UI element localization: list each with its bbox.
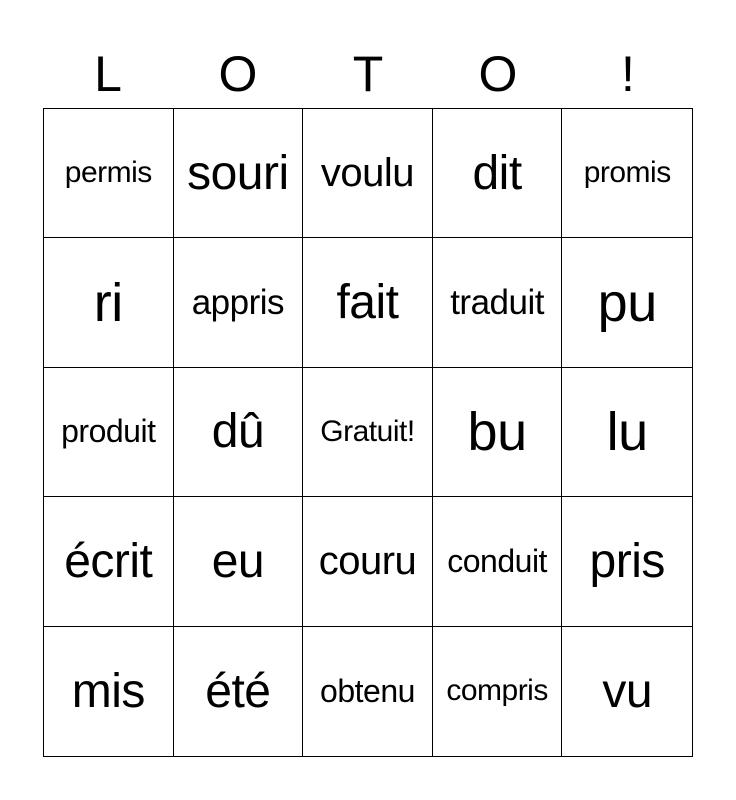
header-letter: L <box>94 46 122 102</box>
board-cell[interactable]: souri <box>174 109 304 238</box>
board-cell[interactable]: fait <box>303 238 433 367</box>
board-cell[interactable]: vu <box>602 664 653 718</box>
board-cell[interactable]: mis <box>44 627 174 756</box>
header-letter: O <box>218 46 258 102</box>
board-cell[interactable]: conduit <box>433 497 563 626</box>
board-cell[interactable]: voulu <box>303 109 433 238</box>
board-cell[interactable]: couru <box>303 497 433 626</box>
board-cell[interactable]: lu <box>562 368 692 497</box>
board-cell[interactable]: produit <box>44 368 174 497</box>
board-cell[interactable]: compris <box>433 627 563 756</box>
board-cell[interactable]: traduit <box>433 238 563 367</box>
board-cell[interactable]: eu <box>174 497 304 626</box>
board-cell[interactable]: pris <box>562 497 692 626</box>
board-cell[interactable]: appris <box>174 238 304 367</box>
board-cell[interactable]: dû <box>174 368 304 497</box>
board-cell[interactable]: dit <box>433 109 563 238</box>
board-cell[interactable]: été <box>174 627 304 756</box>
free-cell[interactable]: Gratuit! <box>303 368 433 497</box>
loto-board <box>43 108 693 757</box>
board-cell[interactable]: ri <box>44 238 174 367</box>
header-letter: ! <box>621 46 635 102</box>
board-cell[interactable]: pu <box>562 238 692 367</box>
loto-header <box>43 40 693 108</box>
board-cell[interactable]: bu <box>433 368 563 497</box>
header-letter: T <box>352 46 384 102</box>
board-cell[interactable]: promis <box>562 109 692 238</box>
board-cell[interactable]: permis <box>44 109 174 238</box>
board-cell[interactable]: écrit <box>44 497 174 626</box>
board-cell[interactable]: obtenu <box>303 627 433 756</box>
header-letter: O <box>478 46 518 102</box>
